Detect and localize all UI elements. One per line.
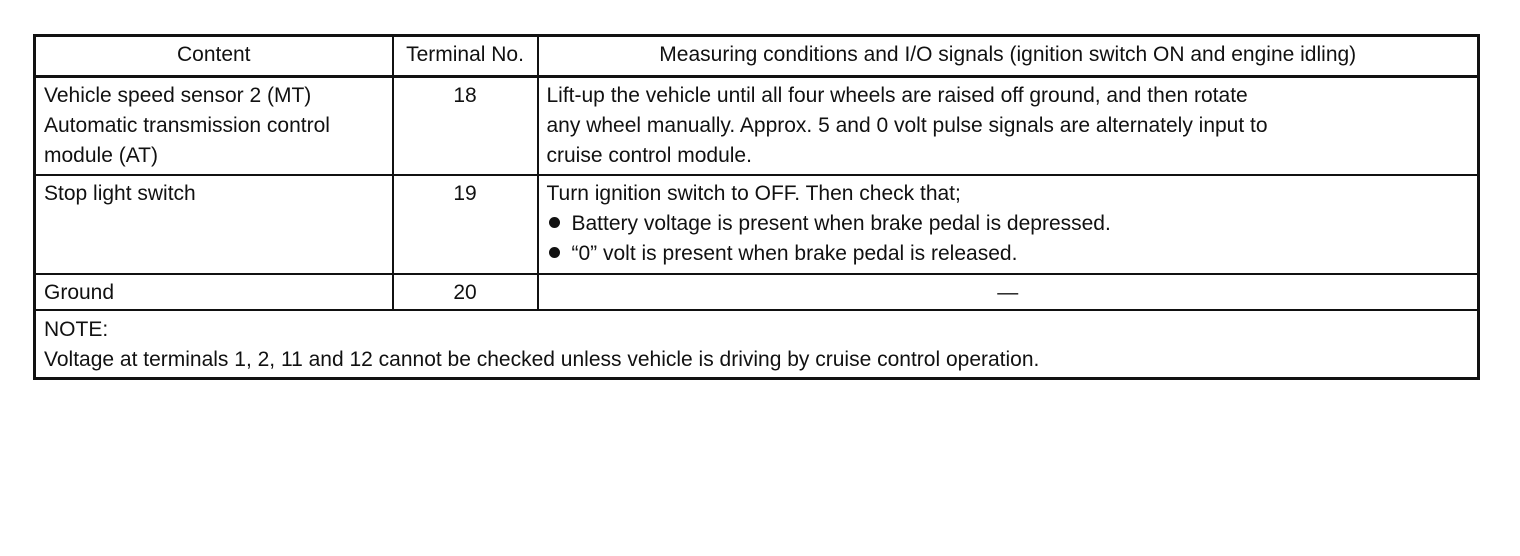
condition-line: any wheel manually. Approx. 5 and 0 volt pulse signals are alternately input to — [546, 114, 1268, 137]
header-terminal-no: Terminal No. — [393, 36, 538, 77]
conditions-cell — [538, 175, 1479, 274]
table-row-stop-light-switch — [35, 175, 1479, 274]
content-cell — [35, 77, 393, 176]
bullet-dot-icon — [549, 247, 560, 258]
note-cell — [35, 310, 1479, 379]
content-line: module (AT) — [44, 144, 158, 167]
content-cell — [35, 274, 393, 310]
content-line: Automatic transmission control — [44, 114, 330, 137]
content-line: Stop light switch — [44, 182, 196, 205]
condition-bullet-text: Battery voltage is present when brake pedal is depressed. — [571, 212, 1111, 235]
condition-bullet-item — [547, 239, 1470, 269]
condition-bullet-text: “0” volt is present when brake pedal is released. — [571, 242, 1018, 265]
condition-bullet-item — [547, 209, 1470, 239]
note-label: NOTE: — [44, 318, 109, 341]
conditions-cell — [538, 77, 1479, 176]
content-line: Ground — [44, 281, 115, 304]
terminal-number-cell: 18 — [393, 77, 538, 176]
condition-intro: Turn ignition switch to OFF. Then check that; — [546, 182, 961, 205]
table-note-row — [35, 310, 1479, 379]
condition-line: Lift-up the vehicle until all four wheels are raised off ground, and then rotate — [546, 84, 1248, 107]
header-content: Content — [35, 36, 393, 77]
condition-line: cruise control module. — [546, 144, 752, 167]
table-row-ground — [35, 274, 1479, 310]
header-measuring-conditions: Measuring conditions and I/O signals (ignition switch ON and engine idling) — [538, 36, 1479, 77]
content-line: Vehicle speed sensor 2 (MT) — [44, 84, 312, 107]
table-row-vehicle-speed-sensor — [35, 77, 1479, 176]
terminal-number-cell: 20 — [393, 274, 538, 310]
terminal-number-cell: 19 — [393, 175, 538, 274]
conditions-cell: — — [538, 274, 1479, 310]
content-cell — [35, 175, 393, 274]
note-text: Voltage at terminals 1, 2, 11 and 12 cannot be checked unless vehicle is driving by cruise control operation. — [44, 348, 1040, 371]
table-header-row — [35, 36, 1479, 77]
bullet-dot-icon — [549, 217, 560, 228]
terminal-check-table — [33, 34, 1480, 380]
